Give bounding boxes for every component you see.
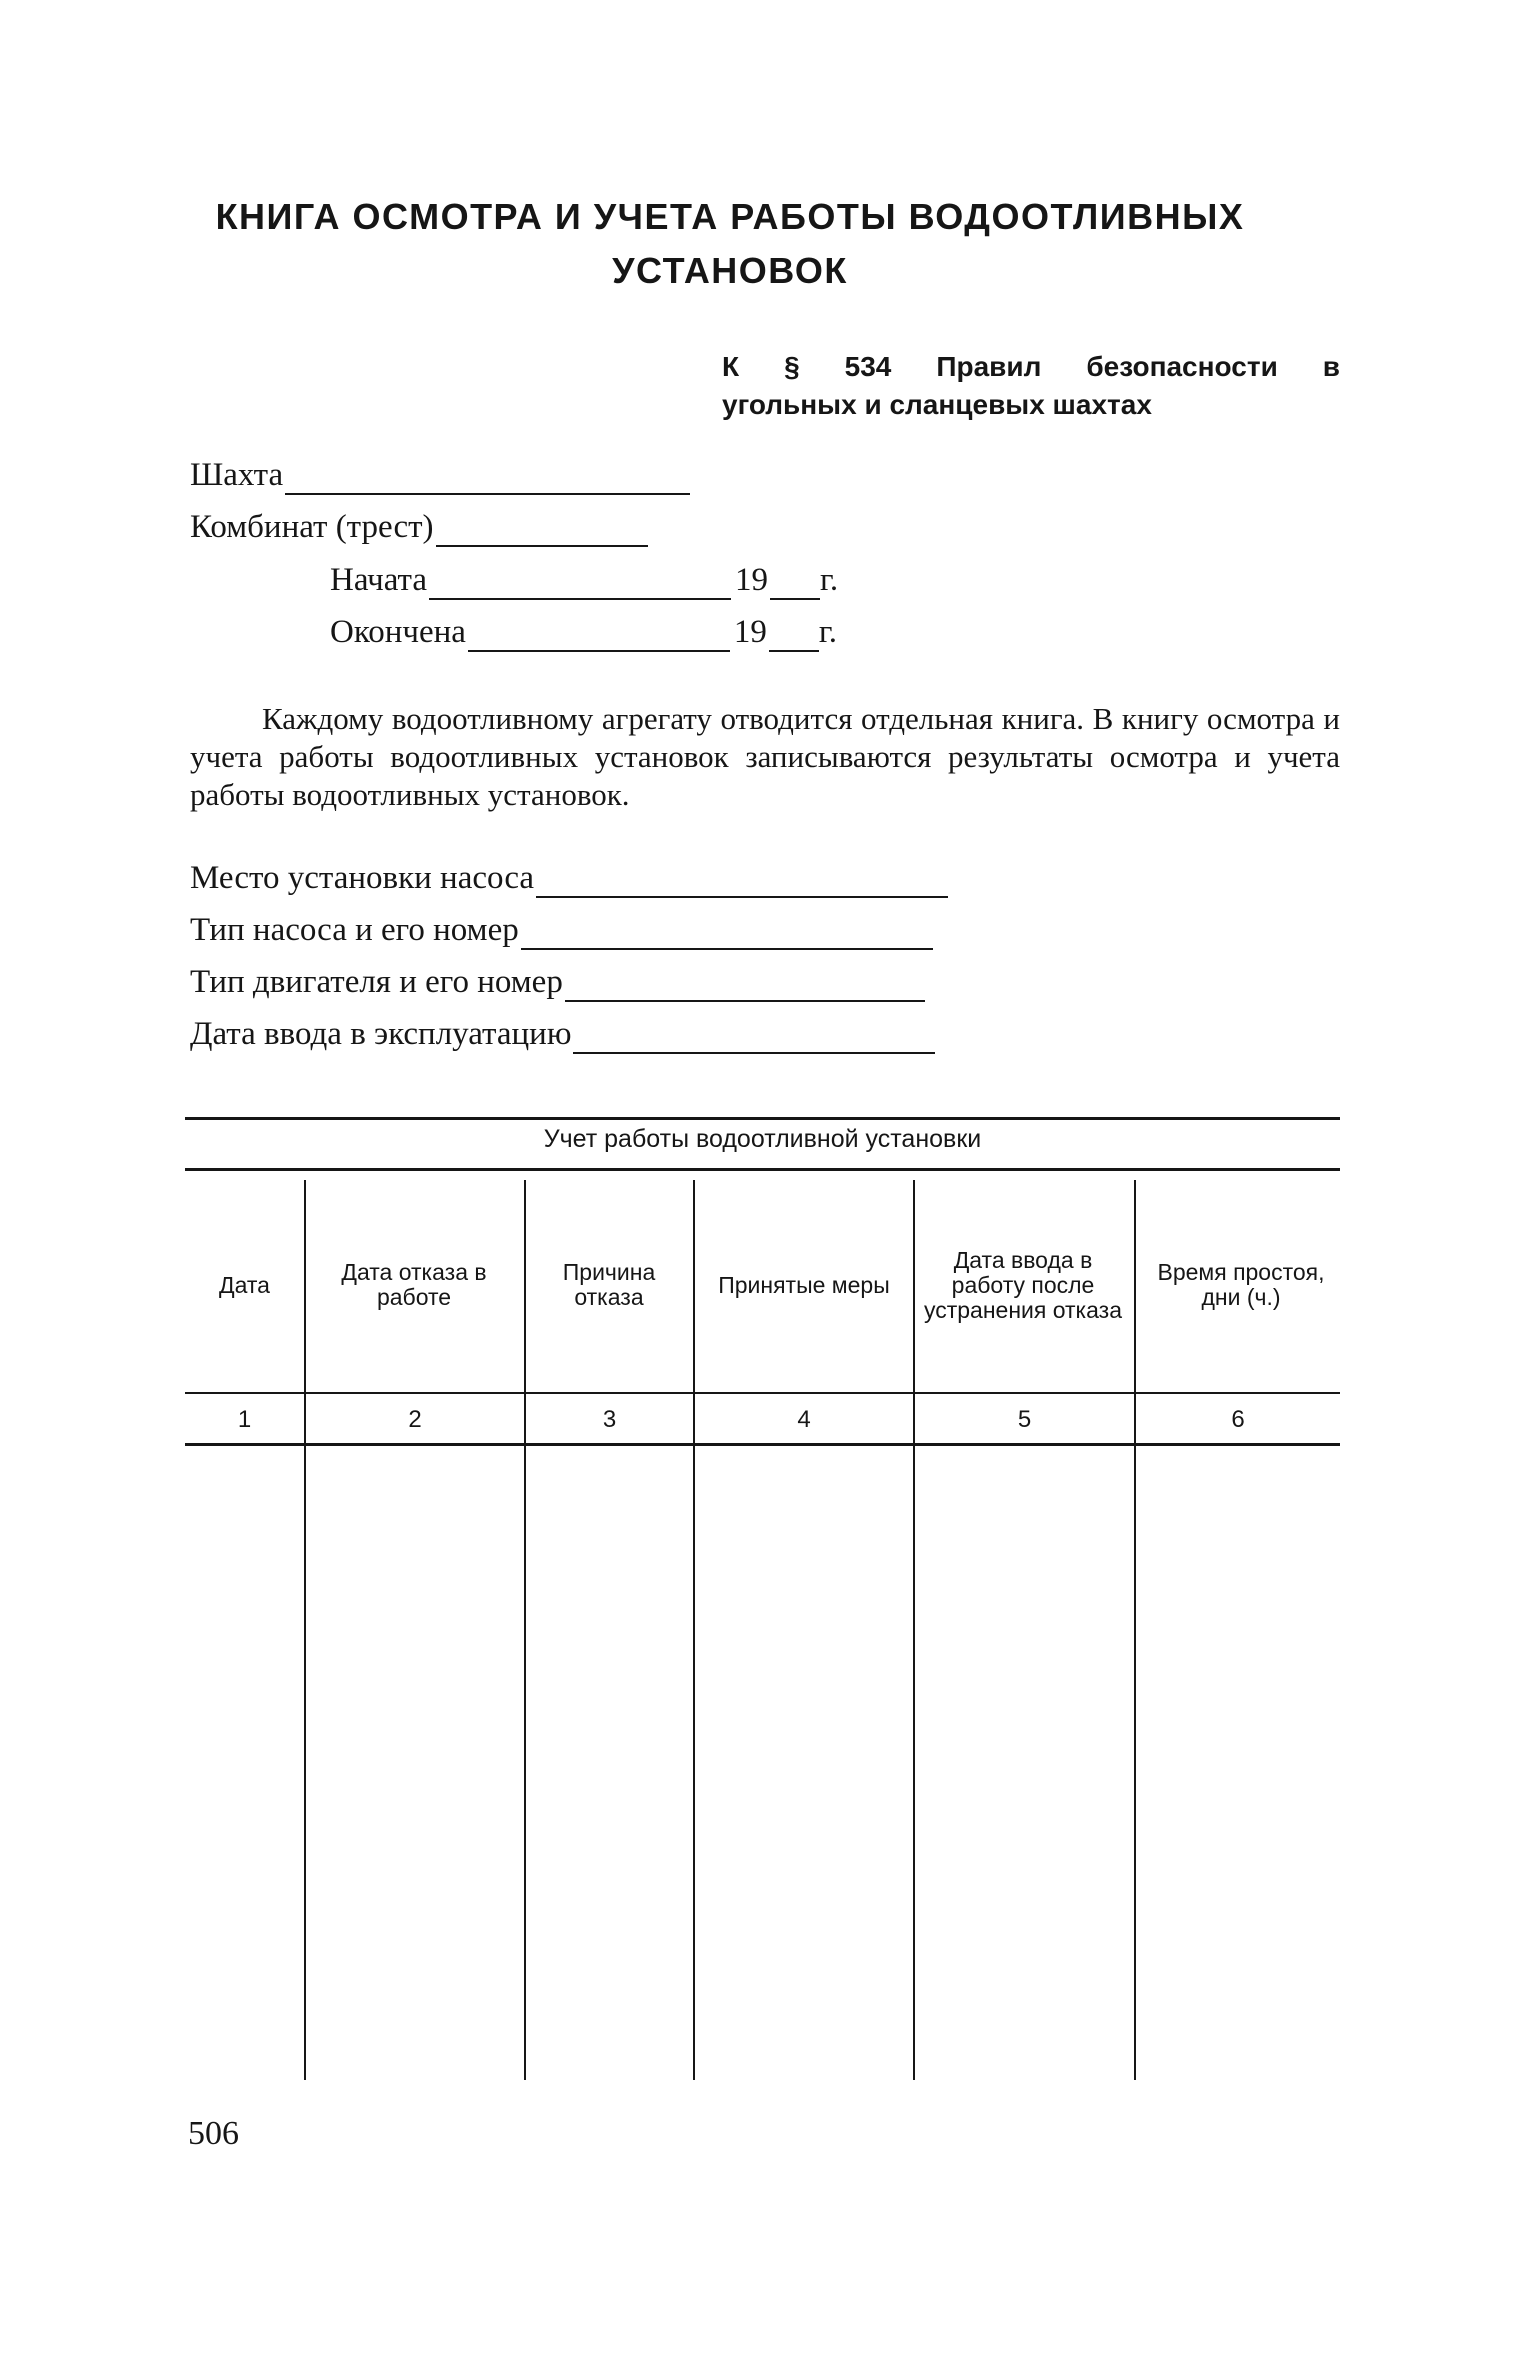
column-header-measures: Принятые меры	[718, 1271, 890, 1298]
table-caption: Учет работы водоотливной установки	[543, 1125, 982, 1153]
combine-field	[190, 507, 648, 547]
finished-year-blank[interactable]	[769, 620, 819, 652]
column-header-downtime: Время простоя, дни (ч.)	[1157, 1259, 1325, 1310]
started-year-blank[interactable]	[770, 568, 820, 600]
started-year-suffix: г.	[820, 562, 839, 598]
pump-type-blank[interactable]	[521, 918, 933, 950]
column-header-return-date: Дата ввода в работу после устранения отказа	[923, 1246, 1122, 1323]
mine-blank[interactable]	[285, 463, 690, 495]
reference-line-1: К § 534 Правил безопасности в	[722, 351, 1340, 382]
install-place-field	[190, 858, 948, 898]
page-number: 506	[188, 2115, 239, 2152]
motor-type-label: Тип двигателя и его номер	[190, 964, 563, 1000]
document-title	[180, 190, 1280, 298]
col-separator-4	[913, 1180, 915, 2080]
commission-date-field	[190, 1014, 935, 1054]
reference-line-2: угольных и сланцевых шахтах	[722, 389, 1152, 420]
finished-year-suffix: г.	[818, 614, 837, 650]
motor-type-blank[interactable]	[565, 970, 925, 1002]
title-line-2: УСТАНОВОК	[612, 250, 848, 291]
combine-blank[interactable]	[436, 515, 648, 547]
col-separator-2	[524, 1180, 526, 2080]
mine-label: Шахта	[190, 457, 284, 493]
finished-field	[330, 612, 837, 652]
caption-bottom-rule	[185, 1168, 1340, 1171]
notice-paragraph: Каждому водоотливному агрегату отводится отдельная книга. В книгу осмотра и учета работы водоотливных установок записываются результаты осмотра и учета работы водоотливных установок.	[190, 701, 1340, 812]
mine-field	[190, 455, 690, 495]
col-separator-5	[1134, 1180, 1136, 2080]
column-header-date: Дата	[219, 1271, 270, 1298]
col-separator-3	[693, 1180, 695, 2080]
table-top-rule	[185, 1117, 1340, 1120]
finished-date-blank[interactable]	[468, 620, 730, 652]
install-place-label: Место установки насоса	[190, 860, 535, 896]
column-header-failure-cause: Причина отказа	[562, 1259, 656, 1310]
column-number-6: 6	[1231, 1406, 1245, 1433]
started-field	[330, 560, 838, 600]
column-number-3: 3	[602, 1406, 617, 1433]
numbers-bottom-rule	[185, 1443, 1340, 1446]
started-label: Начата	[330, 562, 428, 598]
column-number-4: 4	[797, 1406, 811, 1433]
title-line-1: КНИГА ОСМОТРА И УЧЕТА РАБОТЫ ВОДООТЛИВНЫХ	[215, 196, 1245, 237]
pump-type-field	[190, 910, 933, 950]
column-number-5: 5	[1017, 1406, 1032, 1433]
header-bottom-rule	[185, 1392, 1340, 1394]
finished-year-prefix: 19	[733, 614, 767, 650]
col-separator-1	[304, 1180, 306, 2080]
started-date-blank[interactable]	[429, 568, 731, 600]
commission-date-label: Дата ввода в эксплуатацию	[190, 1016, 572, 1052]
motor-type-field	[190, 962, 925, 1002]
column-number-1: 1	[237, 1406, 252, 1433]
regulation-reference	[722, 348, 1340, 424]
started-year-prefix: 19	[735, 562, 769, 598]
pump-type-label: Тип насоса и его номер	[190, 912, 519, 948]
column-header-failure-date: Дата отказа в работе	[341, 1259, 487, 1310]
install-place-blank[interactable]	[536, 866, 948, 898]
finished-label: Окончена	[330, 614, 466, 650]
combine-label: Комбинат (трест)	[190, 509, 434, 545]
column-number-2: 2	[408, 1406, 422, 1433]
commission-date-blank[interactable]	[573, 1022, 935, 1054]
